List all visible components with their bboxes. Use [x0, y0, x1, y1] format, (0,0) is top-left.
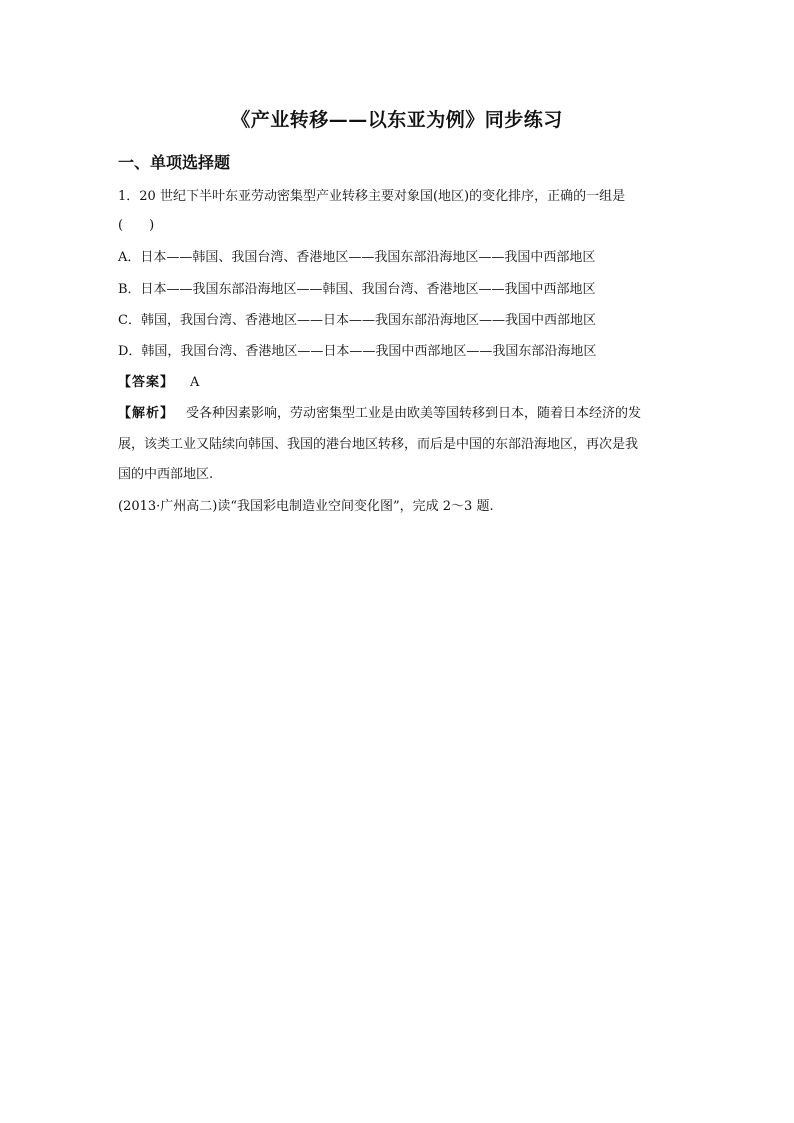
section-heading: 一、单项选择题	[118, 153, 231, 172]
answer-line	[118, 374, 199, 392]
option-a: A．日本——韩国、我国台湾、香港地区——我国东部沿海地区——我国中西部地区	[118, 250, 596, 265]
option-d: D．韩国，我国台湾、香港地区——日本——我国中西部地区——我国东部沿海地区	[118, 344, 597, 359]
answer-label: 【答案】	[118, 375, 175, 390]
option-b: B．日本——我国东部沿海地区——韩国、我国台湾、香港地区——我国中西部地区	[118, 282, 596, 297]
option-c: C．韩国，我国台湾、香港地区——日本——我国东部沿海地区——我国中西部地区	[118, 313, 596, 328]
question-1-answer-blank: ( )	[118, 218, 155, 233]
page-title: 《产业转移——以东亚为例》同步练习	[231, 109, 563, 131]
explanation-text-1: 受各种因素影响，劳动密集型工业是由欧美等国转移到日本，随着日本经济的发	[186, 406, 642, 421]
answer-value: A	[190, 375, 200, 390]
source-note: (2013·广州高二)读“我国彩电制造业空间变化图”，完成 2～3 题.	[118, 499, 494, 514]
explanation-line-1	[118, 405, 641, 423]
explanation-line-2: 展，该类工业又陆续向韩国、我国的港台地区转移，而后是中国的东部沿海地区，再次是我	[118, 437, 639, 452]
explanation-label: 【解析】	[118, 406, 175, 421]
explanation-line-3: 国的中西部地区.	[118, 467, 214, 482]
question-1-stem: 1．20 世纪下半叶东亚劳动密集型产业转移主要对象国(地区)的变化排序，正确的一组是	[118, 189, 626, 204]
